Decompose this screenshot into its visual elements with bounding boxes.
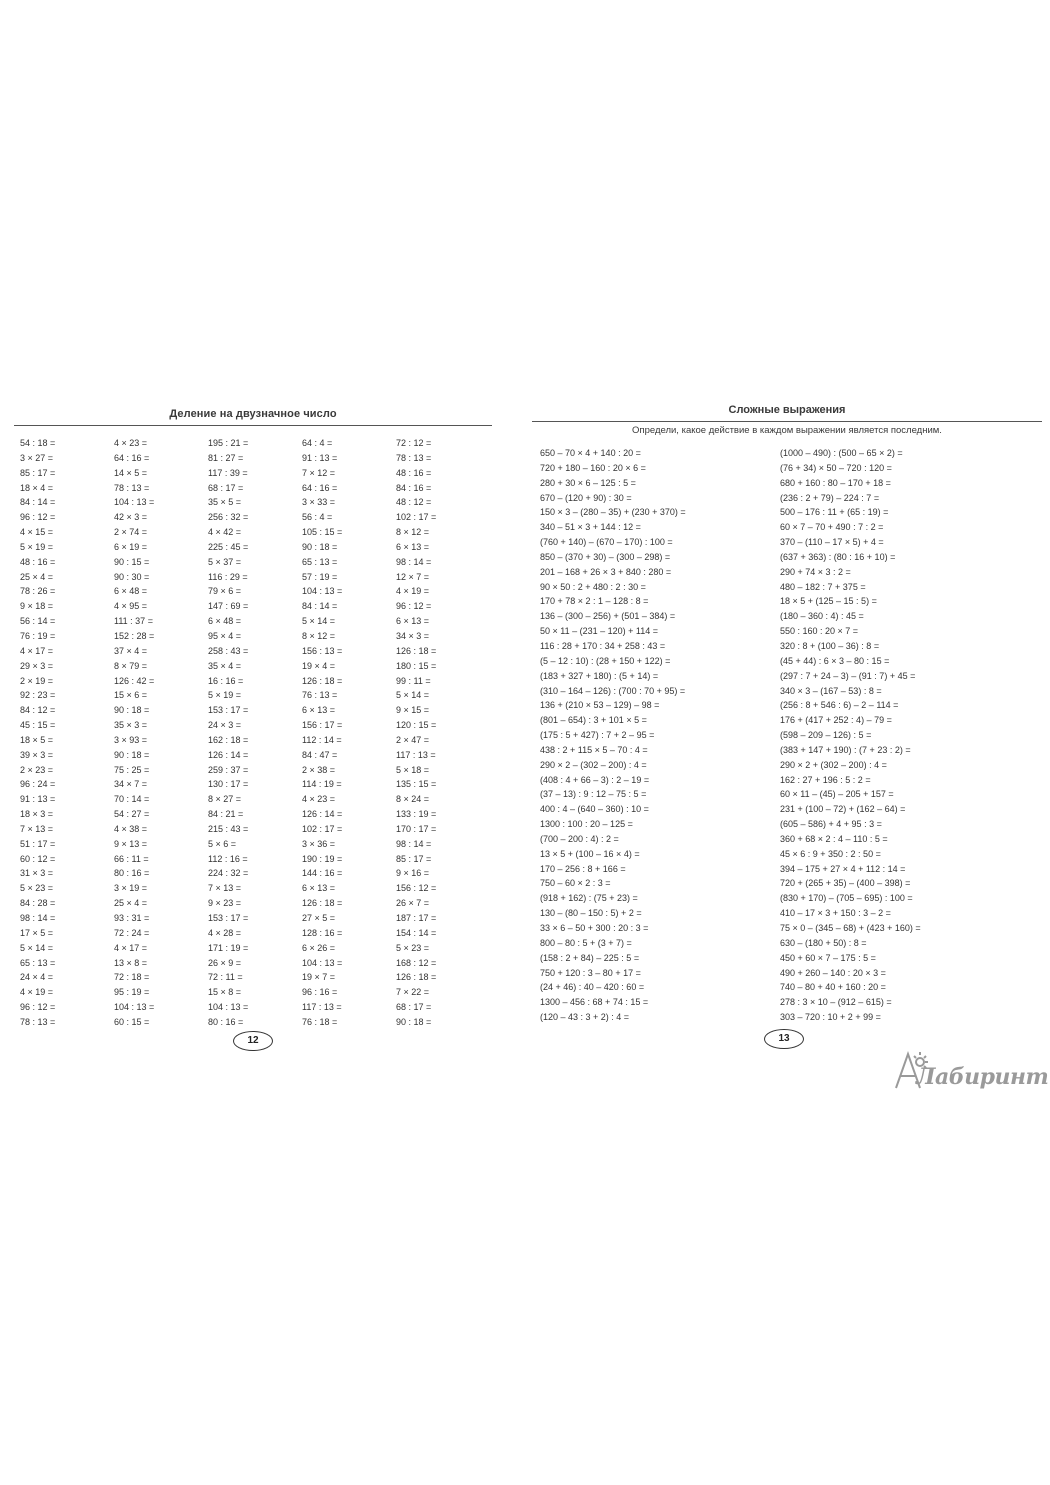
exercise-item: 7 × 22 =	[396, 987, 430, 998]
exercise-item: 3 × 27 =	[20, 452, 54, 463]
exercise-item: 76 : 19 =	[20, 630, 56, 641]
exercise-item: 6 × 19 =	[114, 541, 148, 552]
exercise-item: 66 : 11 =	[114, 853, 149, 864]
exercise-item: (760 + 140) – (670 – 170) : 100 =	[540, 537, 673, 548]
exercise-item: (700 – 200 : 4) : 2 =	[540, 833, 619, 844]
exercise-item: 144 : 16 =	[302, 868, 343, 879]
exercise-item: 76 : 13 =	[302, 690, 338, 701]
exercise-item: 19 × 4 =	[302, 660, 336, 671]
exercise-item: 95 : 19 =	[114, 987, 150, 998]
exercise-item: (1000 – 490) : (500 – 65 × 2) =	[780, 448, 903, 458]
exercise-item: 4 × 15 =	[20, 527, 54, 538]
exercise-item: (256 : 8 + 546 : 6) – 2 – 114 =	[780, 700, 899, 711]
exercise-item: 114 : 19 =	[302, 779, 342, 790]
exercise-item: (175 : 5 + 427) : 7 + 2 – 95 =	[540, 730, 655, 741]
exercise-item: 13 × 8 =	[114, 957, 148, 968]
exercise-item: 75 : 25 =	[114, 764, 150, 775]
exercise-item: (830 + 170) – (705 – 695) : 100 =	[780, 893, 913, 904]
exercise-item: 18 × 5 + (125 – 15 : 5) =	[780, 596, 877, 607]
exercise-item: 112 : 16 =	[208, 853, 248, 864]
exercise-item: 256 : 32 =	[208, 512, 249, 523]
exercise-item: 91 : 13 =	[302, 452, 338, 463]
exercise-item: 35 × 3 =	[114, 720, 148, 731]
exercise-item: 92 : 23 =	[20, 690, 56, 701]
exercise-item: 720 + 180 – 160 : 20 × 6 =	[540, 462, 646, 473]
title-divider	[14, 425, 492, 426]
exercise-item: 740 – 80 + 40 + 160 : 20 =	[780, 982, 886, 993]
exercise-item: 133 : 19 =	[396, 809, 437, 820]
exercise-item: 8 × 24 =	[396, 794, 430, 805]
exercise-item: 360 + 68 × 2 : 4 – 110 : 5 =	[780, 833, 888, 844]
exercise-item: 39 × 3 =	[20, 749, 54, 760]
exercise-item: 104 : 13 =	[114, 497, 155, 508]
exercise-item: 12 × 7 =	[396, 571, 430, 582]
exercise-item: 156 : 13 =	[302, 645, 343, 656]
exercise-item: 5 × 18 =	[396, 764, 430, 775]
exercise-item: 6 × 13 =	[396, 541, 430, 552]
exercise-item: 13 × 5 + (100 – 16 × 4) =	[540, 848, 640, 859]
exercise-item: 72 : 18 =	[114, 972, 150, 983]
exercise-item: 153 : 17 =	[208, 913, 249, 923]
exercise-item: 162 : 27 + 196 : 5 : 2 =	[780, 774, 871, 785]
exercise-item: 126 : 18 =	[302, 898, 343, 909]
exercise-item: 4 × 23 =	[114, 438, 148, 448]
exercise-item: 84 : 14 =	[302, 601, 338, 612]
exercise-item: 5 × 14 =	[396, 690, 430, 701]
exercise-item: 3 × 36 =	[302, 838, 336, 849]
exercise-item: 99 : 11 =	[396, 675, 431, 686]
exercise-item: 96 : 12 =	[20, 1002, 56, 1013]
exercise-item: 750 – 60 × 2 : 3 =	[540, 878, 611, 889]
exercise-item: 90 : 18 =	[302, 541, 338, 552]
exercise-item: (236 : 2 + 79) – 224 : 7 =	[780, 492, 880, 503]
exercise-item: 170 : 17 =	[396, 823, 437, 834]
exercise-item: 34 × 3 =	[396, 630, 430, 641]
exercise-item: 26 × 7 =	[396, 898, 430, 909]
exercise-item: 15 × 6 =	[114, 690, 148, 701]
exercise-item: 90 : 18 =	[396, 1016, 432, 1027]
exercise-item: 4 × 38 =	[114, 823, 148, 834]
exercise-item: 550 : 160 : 20 × 7 =	[780, 626, 859, 637]
exercise-item: 850 – (370 + 30) – (300 – 298) =	[540, 551, 671, 562]
exercise-item: 105 : 15 =	[302, 527, 343, 538]
exercise-item: (120 – 43 : 3 + 2) : 4 =	[540, 1012, 630, 1023]
exercise-item: 1300 : 100 : 20 – 125 =	[540, 819, 633, 830]
exercise-item: 18 × 3 =	[20, 809, 54, 820]
exercise-item: 18 × 5 =	[20, 734, 54, 745]
exercise-item: 117 : 13 =	[302, 1002, 342, 1013]
exercise-item: 4 × 28 =	[208, 927, 242, 938]
exercise-item: 190 : 19 =	[302, 853, 343, 864]
exercise-item: (383 + 147 + 190) : (7 + 23 : 2) =	[780, 744, 911, 755]
exercise-item: 5 × 37 =	[208, 556, 242, 567]
exercise-item: 117 : 39 =	[208, 467, 248, 478]
exercise-item: 84 : 47 =	[302, 749, 338, 760]
exercise-item: 195 : 21 =	[208, 438, 249, 448]
exercise-item: 60 : 15 =	[114, 1016, 150, 1027]
exercise-item: 1300 – 456 : 68 + 74 : 15 =	[540, 997, 649, 1008]
exercise-item: 90 : 18 =	[114, 705, 150, 716]
exercise-item: 54 : 27 =	[114, 809, 150, 820]
exercise-item: 4 × 17 =	[20, 645, 54, 656]
exercise-item: 112 : 14 =	[302, 734, 342, 745]
exercise-item: 104 : 13 =	[208, 1002, 249, 1013]
exercise-item: (24 + 46) : 40 – 420 : 60 =	[540, 982, 645, 993]
exercise-item: 78 : 13 =	[396, 452, 432, 463]
exercise-item: 500 – 176 : 11 + (65 : 19) =	[780, 507, 889, 518]
exercise-item: 85 : 17 =	[396, 853, 432, 864]
logo-text: Лабиринт	[916, 1064, 1049, 1090]
exercise-item: (183 + 327 + 180) : (5 + 14) =	[540, 670, 659, 681]
exercise-item: 231 + (100 – 72) + (162 – 64) =	[780, 804, 906, 815]
exercise-item: 64 : 16 =	[114, 452, 150, 463]
exercise-item: 171 : 19 =	[208, 942, 249, 953]
exercise-item: 60 × 7 – 70 + 490 : 7 : 2 =	[780, 522, 884, 533]
exercise-item: 72 : 24 =	[114, 927, 150, 938]
exercise-item: 3 × 93 =	[114, 734, 148, 745]
exercise-item: 9 × 18 =	[20, 601, 54, 612]
exercise-item: 24 × 4 =	[20, 972, 54, 983]
exercise-item: 680 + 160 : 80 – 170 + 18 =	[780, 477, 891, 488]
exercise-item: 5 × 6 =	[208, 838, 237, 849]
exercise-item: 8 × 12 =	[302, 630, 336, 641]
exercise-item: 2 × 47 =	[396, 734, 430, 745]
exercise-item: 9 × 23 =	[208, 898, 242, 909]
exercise-item: 51 : 17 =	[20, 838, 56, 849]
exercise-item: 290 × 2 + (302 – 200) : 4 =	[780, 759, 887, 770]
exercise-item: 65 : 13 =	[20, 957, 56, 968]
exercise-item: (180 – 360 : 4) : 45 =	[780, 611, 864, 622]
left-page	[14, 400, 492, 1065]
exercise-item: 135 : 15 =	[396, 779, 437, 790]
exercise-item: 153 : 17 =	[208, 705, 249, 716]
exercise-item: 9 × 13 =	[114, 838, 148, 849]
exercise-item: 6 × 26 =	[302, 942, 336, 953]
division-column	[302, 436, 396, 1030]
exercise-item: 340 – 51 × 3 + 144 : 12 =	[540, 522, 641, 533]
exercise-item: 800 – 80 : 5 + (3 + 7) =	[540, 937, 632, 948]
division-column	[208, 436, 302, 1030]
exercise-item: 90 : 30 =	[114, 571, 150, 582]
exercise-item: 120 : 15 =	[396, 720, 437, 731]
exercise-item: 410 – 17 × 3 + 150 : 3 – 2 =	[780, 908, 891, 919]
exercise-item: 33 × 6 – 50 + 300 : 20 : 3 =	[540, 923, 649, 933]
exercise-item: 224 : 32 =	[208, 868, 249, 879]
exercise-item: 320 : 8 + (100 – 36) : 8 =	[780, 640, 880, 651]
exercise-item: (918 + 162) : (75 + 23) =	[540, 893, 638, 904]
exercise-item: 35 × 5 =	[208, 497, 242, 508]
exercise-item: 9 × 16 =	[396, 868, 430, 879]
exercise-item: 7 × 12 =	[302, 467, 336, 478]
exercise-item: 394 – 175 + 27 × 4 + 112 : 14 =	[780, 863, 906, 874]
exercise-item: 201 – 168 + 26 × 3 + 840 : 280 =	[540, 566, 672, 577]
exercise-item: 5 × 19 =	[208, 690, 242, 701]
exercise-item: 98 : 14 =	[396, 838, 432, 849]
exercise-item: 147 : 69 =	[208, 601, 249, 612]
exercise-item: 80 : 16 =	[114, 868, 150, 879]
exercise-item: 6 × 13 =	[302, 883, 336, 894]
exercise-item: 128 : 16 =	[302, 927, 343, 938]
exercise-item: 400 : 4 – (640 – 360) : 10 =	[540, 804, 649, 815]
exercise-item: 4 × 19 =	[396, 586, 430, 597]
exercise-item: 78 : 13 =	[114, 482, 150, 493]
exercise-item: 96 : 16 =	[302, 987, 338, 998]
exercise-item: 154 : 14 =	[396, 927, 437, 938]
exercise-item: 95 × 4 =	[208, 630, 242, 641]
exercise-item: 5 × 19 =	[20, 541, 54, 552]
exercise-item: 90 : 18 =	[114, 749, 150, 760]
exercise-item: 102 : 17 =	[302, 823, 343, 834]
exercise-item: 104 : 13 =	[302, 586, 343, 597]
exercise-item: 90 × 50 : 2 + 480 : 2 : 30 =	[540, 581, 646, 592]
exercise-item: 290 × 2 – (302 – 200) : 4 =	[540, 759, 647, 770]
exercise-item: 126 : 18 =	[396, 972, 437, 983]
exercise-item: 84 : 12 =	[20, 705, 56, 716]
exercise-item: 56 : 14 =	[20, 616, 56, 627]
exercise-item: 259 : 37 =	[208, 764, 249, 775]
exercise-item: 102 : 17 =	[396, 512, 437, 523]
exercise-item: 84 : 28 =	[20, 898, 56, 909]
exercise-item: 150 × 3 – (280 – 35) + (230 + 370) =	[540, 507, 686, 518]
exercise-item: 225 : 45 =	[208, 541, 249, 552]
exercise-item: 24 × 3 =	[208, 720, 242, 731]
exercise-item: 180 : 15 =	[396, 660, 437, 671]
exercise-item: 85 : 17 =	[20, 467, 56, 478]
exercise-item: 450 + 60 × 7 – 175 : 5 =	[780, 952, 876, 963]
exercise-item: 480 – 182 : 7 + 375 =	[780, 581, 866, 592]
exercise-item: 78 : 13 =	[20, 1016, 56, 1027]
exercise-item: 187 : 17 =	[396, 913, 437, 923]
exercise-item: 104 : 13 =	[114, 1002, 155, 1013]
exercise-item: 370 – (110 – 17 × 5) + 4 =	[780, 537, 884, 548]
exercise-item: 8 × 79 =	[114, 660, 148, 671]
exercise-item: 29 × 3 =	[20, 660, 54, 671]
exercise-item: 290 + 74 × 3 : 2 =	[780, 566, 851, 577]
exercise-item: 156 : 17 =	[302, 720, 343, 731]
exercise-item: 130 : 17 =	[208, 779, 249, 790]
exercise-item: 96 : 24 =	[20, 779, 56, 790]
exercise-item: 31 × 3 =	[20, 868, 54, 879]
exercise-item: 4 × 42 =	[208, 527, 242, 538]
exercise-item: 156 : 12 =	[396, 883, 437, 894]
exercise-item: 6 × 48 =	[208, 616, 242, 627]
exercise-item: 278 : 3 × 10 – (912 – 615) =	[780, 997, 892, 1008]
exercise-item: 9 × 15 =	[396, 705, 430, 716]
exercise-item: 2 × 19 =	[20, 675, 54, 686]
exercise-item: 3 × 19 =	[114, 883, 148, 894]
exercise-item: 5 × 14 =	[302, 616, 336, 627]
exercise-item: 490 + 260 – 140 : 20 × 3 =	[780, 967, 886, 978]
exercise-item: 215 : 43 =	[208, 823, 249, 834]
exercise-item: 98 : 14 =	[396, 556, 432, 567]
exercise-item: 136 – (300 – 256) + (501 – 384) =	[540, 611, 676, 622]
exercise-item: (45 + 44) : 6 × 3 – 80 : 15 =	[780, 655, 890, 666]
exercise-item: 42 × 3 =	[114, 512, 148, 523]
expression-column	[780, 446, 1020, 1025]
exercise-item: 3 × 33 =	[302, 497, 336, 508]
page-number-left: 12	[233, 1031, 273, 1051]
exercise-item: (158 : 2 + 84) – 225 : 5 =	[540, 952, 640, 963]
exercise-item: (297 : 7 + 24 – 3) – (91 : 7) + 45 =	[780, 670, 916, 681]
exercise-item: 4 × 17 =	[114, 942, 148, 953]
exercise-item: (408 : 4 + 66 – 3) : 2 – 19 =	[540, 774, 650, 785]
exercise-item: 168 : 12 =	[396, 957, 437, 968]
exercise-item: 96 : 12 =	[396, 601, 432, 612]
exercise-item: 14 × 5 =	[114, 467, 148, 478]
exercise-item: 75 × 0 – (345 – 68) + (423 + 160) =	[780, 923, 921, 933]
exercise-item: 8 × 27 =	[208, 794, 242, 805]
exercise-item: 126 : 42 =	[114, 675, 155, 686]
exercise-item: 170 + 78 × 2 : 1 – 128 : 8 =	[540, 596, 649, 607]
exercise-item: 6 × 13 =	[302, 705, 336, 716]
exercise-item: (310 – 164 – 126) : (700 : 70 + 95) =	[540, 685, 686, 696]
exercise-item: 72 : 12 =	[396, 438, 432, 448]
exercise-item: 340 × 3 – (167 – 53) : 8 =	[780, 685, 882, 696]
exercise-item: 126 : 18 =	[396, 645, 437, 656]
exercise-item: 19 × 7 =	[302, 972, 336, 983]
exercise-item: 56 : 4 =	[302, 512, 333, 523]
exercise-item: 76 : 18 =	[302, 1016, 338, 1027]
exercise-item: 68 : 17 =	[396, 1002, 432, 1013]
exercise-item: 15 × 8 =	[208, 987, 242, 998]
division-column	[114, 436, 208, 1030]
exercise-item: 45 × 6 : 9 + 350 : 2 : 50 =	[780, 848, 881, 859]
exercise-item: 2 × 74 =	[114, 527, 148, 538]
exercise-item: 79 × 6 =	[208, 586, 242, 597]
exercise-item: 37 × 4 =	[114, 645, 148, 656]
exercise-item: 48 : 16 =	[20, 556, 56, 567]
exercise-item: 68 : 17 =	[208, 482, 244, 493]
exercise-item: 60 : 12 =	[20, 853, 56, 864]
complex-expressions	[540, 446, 1020, 1025]
exercise-item: 34 × 7 =	[114, 779, 148, 790]
right-page-instruction: Определи, какое действие в каждом выражении является последним.	[632, 425, 942, 436]
exercise-item: 8 × 12 =	[396, 527, 430, 538]
exercise-item: (37 – 13) : 9 : 12 – 75 : 5 =	[540, 789, 647, 800]
exercise-item: 5 × 14 =	[20, 942, 54, 953]
exercise-item: 48 : 12 =	[396, 497, 432, 508]
exercise-item: 96 : 12 =	[20, 512, 56, 523]
exercise-item: 6 × 48 =	[114, 586, 148, 597]
exercise-item: 720 + (265 + 35) – (400 – 398) =	[780, 878, 911, 889]
right-page-title: Сложные выражения	[728, 404, 846, 416]
exercise-item: 35 × 4 =	[208, 660, 242, 671]
exercise-item: 80 : 16 =	[208, 1016, 244, 1027]
exercise-item: (76 + 34) × 50 – 720 : 120 =	[780, 462, 892, 473]
page-number-right: 13	[764, 1029, 804, 1049]
exercise-item: 84 : 21 =	[208, 809, 244, 820]
exercise-item: 126 : 14 =	[208, 749, 249, 760]
exercise-item: 4 × 23 =	[302, 794, 336, 805]
right-page	[532, 400, 1042, 1065]
exercise-item: 50 × 11 – (231 – 120) + 114 =	[540, 626, 659, 637]
exercise-item: 5 × 23 =	[396, 942, 430, 953]
exercise-item: 7 × 13 =	[208, 883, 242, 894]
exercise-item: 170 – 256 : 8 + 166 =	[540, 863, 626, 874]
exercise-item: 93 : 31 =	[114, 913, 150, 923]
division-column	[396, 436, 490, 1030]
exercise-item: 64 : 16 =	[302, 482, 338, 493]
exercise-item: 670 – (120 + 90) : 30 =	[540, 492, 632, 503]
exercise-item: 45 : 15 =	[20, 720, 56, 731]
exercise-item: 48 : 16 =	[396, 467, 432, 478]
exercise-item: 136 + (210 × 53 – 129) – 98 =	[540, 700, 660, 711]
exercise-item: 116 : 28 + 170 : 34 + 258 : 43 =	[540, 640, 666, 651]
exercise-item: 5 × 23 =	[20, 883, 54, 894]
exercise-item: 17 × 5 =	[20, 927, 54, 938]
exercise-item: 116 : 29 =	[208, 571, 248, 582]
exercise-item: (605 – 586) + 4 + 95 : 3 =	[780, 819, 882, 830]
exercise-item: 280 + 30 × 6 – 125 : 5 =	[540, 477, 636, 488]
expression-column	[540, 446, 780, 1025]
exercise-item: 7 × 13 =	[20, 823, 54, 834]
labyrinth-logo	[890, 1048, 1049, 1098]
exercise-item: 117 : 13 =	[396, 749, 436, 760]
exercise-item: 2 × 23 =	[20, 764, 54, 775]
exercise-item: 90 : 15 =	[114, 556, 150, 567]
exercise-item: 27 × 5 =	[302, 913, 336, 923]
exercise-item: 130 – (80 – 150 : 5) + 2 =	[540, 908, 642, 919]
exercise-item: 91 : 13 =	[20, 794, 56, 805]
exercise-item: 18 × 4 =	[20, 482, 54, 493]
exercise-item: 81 : 27 =	[208, 452, 244, 463]
exercise-item: 162 : 18 =	[208, 734, 249, 745]
exercise-item: 650 – 70 × 4 + 140 : 20 =	[540, 448, 641, 458]
exercise-item: 630 – (180 + 50) : 8 =	[780, 937, 867, 948]
exercise-item: 126 : 18 =	[302, 675, 343, 686]
exercise-item: 84 : 16 =	[396, 482, 432, 493]
exercise-item: 70 : 14 =	[114, 794, 150, 805]
left-page-title: Деление на двузначное число	[169, 408, 337, 420]
exercise-item: 126 : 14 =	[302, 809, 343, 820]
exercise-item: 438 : 2 + 115 × 5 – 70 : 4 =	[540, 744, 648, 755]
exercise-item: 98 : 14 =	[20, 913, 56, 923]
exercise-item: (598 – 209 – 126) : 5 =	[780, 730, 872, 741]
exercise-item: 54 : 18 =	[20, 438, 56, 448]
exercise-item: 64 : 4 =	[302, 438, 333, 448]
division-exercises	[20, 436, 490, 1030]
exercise-item: 78 : 26 =	[20, 586, 56, 597]
exercise-item: (801 – 654) : 3 + 101 × 5 =	[540, 715, 647, 726]
exercise-item: 152 : 28 =	[114, 630, 155, 641]
exercise-item: (637 + 363) : (80 : 16 + 10) =	[780, 551, 896, 562]
title-divider	[532, 421, 1042, 422]
exercise-item: 258 : 43 =	[208, 645, 249, 656]
exercise-item: 111 : 37 =	[114, 616, 153, 627]
exercise-item: 750 + 120 : 3 – 80 + 17 =	[540, 967, 641, 978]
exercise-item: 4 × 19 =	[20, 987, 54, 998]
exercise-item: 104 : 13 =	[302, 957, 343, 968]
division-column	[20, 436, 114, 1030]
exercise-item: 65 : 13 =	[302, 556, 338, 567]
exercise-item: 25 × 4 =	[114, 898, 148, 909]
exercise-item: 176 + (417 + 252 : 4) – 79 =	[780, 715, 892, 726]
exercise-item: 25 × 4 =	[20, 571, 54, 582]
exercise-item: 72 : 11 =	[208, 972, 243, 983]
exercise-item: 57 : 19 =	[302, 571, 338, 582]
exercise-item: 6 × 13 =	[396, 616, 430, 627]
exercise-item: 26 × 9 =	[208, 957, 242, 968]
exercise-item: 84 : 14 =	[20, 497, 56, 508]
exercise-item: (5 – 12 : 10) : (28 + 150 + 122) =	[540, 655, 671, 666]
exercise-item: 2 × 38 =	[302, 764, 336, 775]
exercise-item: 16 : 16 =	[208, 675, 244, 686]
exercise-item: 4 × 95 =	[114, 601, 148, 612]
exercise-item: 60 × 11 – (45) – 205 + 157 =	[780, 789, 894, 800]
exercise-item: 303 – 720 : 10 + 2 + 99 =	[780, 1012, 881, 1023]
